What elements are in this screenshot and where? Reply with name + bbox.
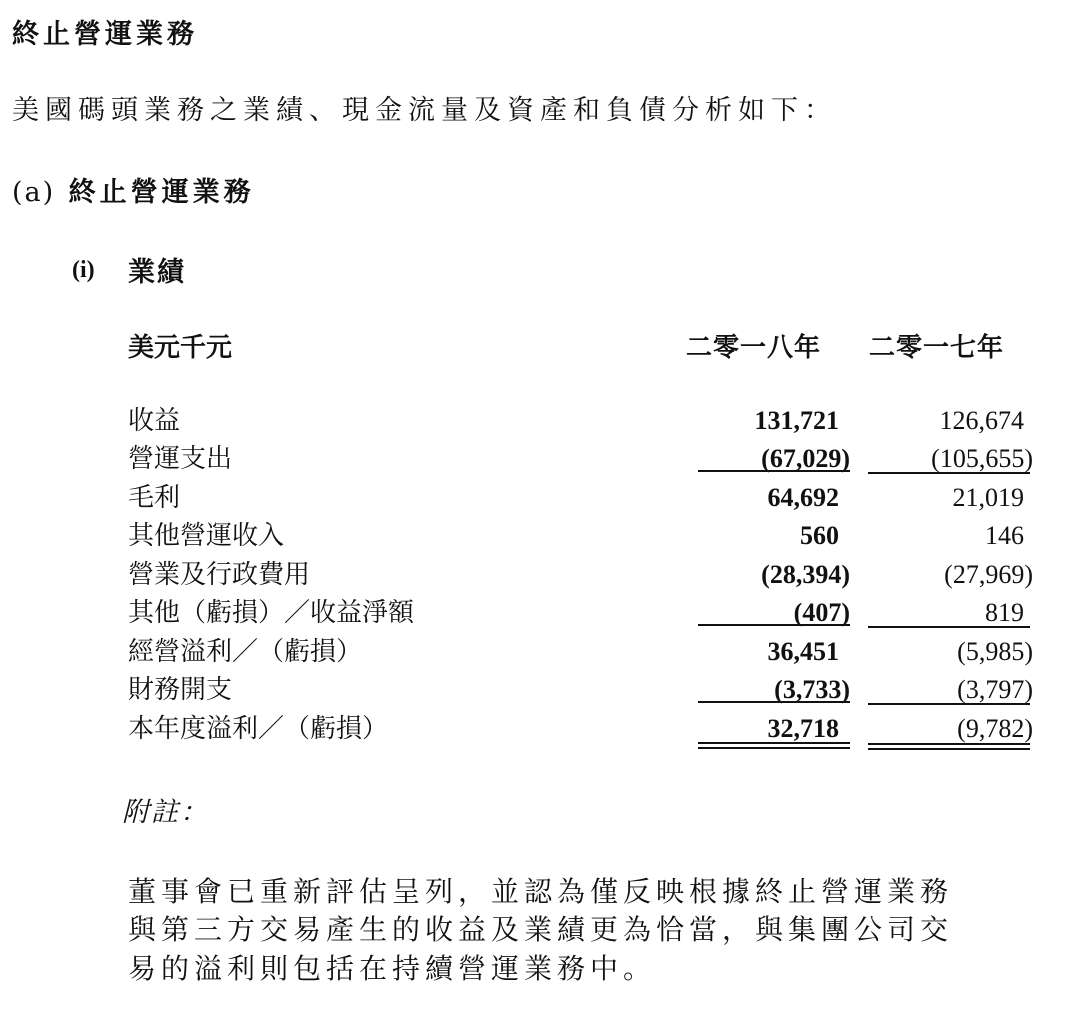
value-2018: 64,692 — [767, 483, 839, 512]
table-row — [0, 596, 1080, 634]
value-2017: (5,985) — [957, 637, 1033, 666]
table-row — [0, 481, 1080, 519]
value-2017: 126,674 — [939, 406, 1024, 435]
total-double-rule — [868, 743, 1030, 745]
row-label: 經營溢利／（虧損） — [128, 637, 363, 667]
intro-text: 美國碼頭業務之業績、現金流量及資產和負債分析如下： — [12, 95, 837, 126]
subtotal-rule — [868, 626, 1030, 628]
note-line: 易的溢利則包括在持續營運業務中。 — [128, 952, 657, 985]
note-line: 董事會已重新評估呈列，並認為僅反映根據終止營運業務 — [128, 875, 954, 908]
subtotal-rule — [698, 624, 850, 626]
subtotal-rule — [698, 701, 850, 703]
value-2018: 32,718 — [767, 714, 839, 743]
total-double-rule — [868, 748, 1030, 750]
value-2018: (3,733) — [774, 675, 850, 704]
table-row — [0, 519, 1080, 557]
value-2017: 146 — [985, 521, 1024, 550]
subsection-heading — [12, 170, 255, 209]
row-label: 財務開支 — [128, 675, 233, 705]
value-2018: 36,451 — [767, 637, 839, 666]
row-label: 其他營運收入 — [128, 521, 285, 551]
value-2018: (407) — [793, 598, 850, 627]
table-row — [0, 635, 1080, 673]
value-2017: 21,019 — [952, 483, 1024, 512]
value-2018: (67,029) — [761, 444, 850, 473]
value-2018: 560 — [800, 521, 839, 550]
subsubsection-title: 業績 — [128, 257, 186, 288]
subsubsection-marker: (i) — [72, 257, 95, 283]
row-label: 其他（虧損）／收益淨額 — [128, 598, 415, 628]
section-title: 終止營運業務 — [12, 19, 198, 50]
subsection-title: 終止營運業務 — [68, 177, 255, 208]
note-line: 與第三方交易產生的收益及業績更為恰當，與集團公司交 — [128, 913, 954, 946]
total-double-rule — [698, 747, 850, 749]
row-label: 營業及行政費用 — [128, 560, 311, 590]
column-header-2018: 二零一八年 — [686, 333, 822, 363]
value-2017: (27,969) — [944, 560, 1033, 589]
column-header-2017: 二零一七年 — [869, 333, 1005, 363]
value-2017: (3,797) — [957, 675, 1033, 704]
subsection-marker: (a) — [12, 177, 56, 208]
note-title: 附註： — [122, 797, 209, 828]
row-label: 收益 — [128, 406, 181, 436]
row-label: 營運支出 — [128, 444, 233, 474]
row-label: 毛利 — [128, 483, 181, 513]
table-row — [0, 673, 1080, 711]
value-2018: 131,721 — [754, 406, 839, 435]
subtotal-rule — [698, 470, 850, 472]
value-2017: (105,655) — [931, 444, 1033, 473]
total-double-rule — [698, 742, 850, 744]
value-2017: (9,782) — [957, 714, 1033, 743]
table-row — [0, 442, 1080, 480]
table-unit-label: 美元千元 — [128, 333, 233, 363]
value-2017: 819 — [985, 598, 1024, 627]
table-row — [0, 558, 1080, 596]
row-label: 本年度溢利／（虧損） — [128, 714, 389, 744]
subtotal-rule — [868, 703, 1030, 705]
table-row — [0, 404, 1080, 442]
value-2018: (28,394) — [761, 560, 850, 589]
subtotal-rule — [868, 472, 1030, 474]
